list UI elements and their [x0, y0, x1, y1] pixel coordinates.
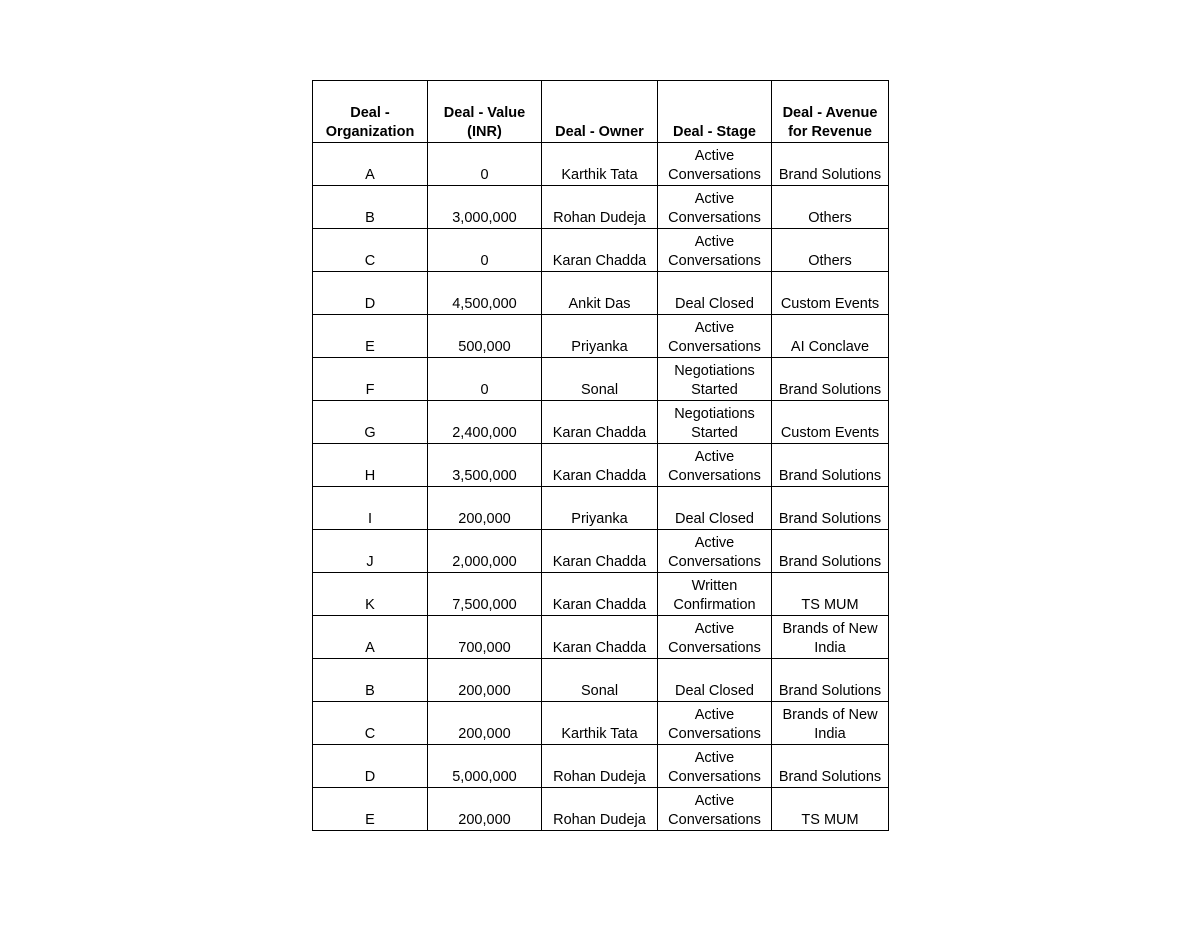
cell-stage: Active Conversations [658, 444, 772, 487]
table-row [313, 358, 889, 401]
cell-stage: Active Conversations [658, 530, 772, 573]
cell-value: 2,400,000 [428, 401, 542, 444]
cell-value: 700,000 [428, 616, 542, 659]
cell-revenue-avenue: Brands of New India [772, 702, 889, 745]
cell-organization: E [313, 788, 428, 831]
table-row [313, 745, 889, 788]
cell-owner: Ankit Das [542, 272, 658, 315]
cell-revenue-avenue: Custom Events [772, 401, 889, 444]
table-row [313, 616, 889, 659]
header-owner: Deal - Owner [542, 81, 658, 143]
cell-organization: G [313, 401, 428, 444]
table-row [313, 788, 889, 831]
cell-stage: Deal Closed [658, 659, 772, 702]
table-row [313, 272, 889, 315]
table-row [313, 315, 889, 358]
cell-owner: Karan Chadda [542, 229, 658, 272]
cell-revenue-avenue: Brand Solutions [772, 530, 889, 573]
cell-revenue-avenue: Brands of New India [772, 616, 889, 659]
cell-owner: Karan Chadda [542, 616, 658, 659]
cell-organization: A [313, 616, 428, 659]
cell-value: 200,000 [428, 788, 542, 831]
table-body [313, 143, 889, 831]
cell-value: 0 [428, 143, 542, 186]
table-row [313, 444, 889, 487]
cell-organization: H [313, 444, 428, 487]
cell-owner: Sonal [542, 659, 658, 702]
cell-owner: Priyanka [542, 487, 658, 530]
cell-value: 4,500,000 [428, 272, 542, 315]
cell-value: 200,000 [428, 487, 542, 530]
spreadsheet-area [312, 80, 889, 831]
cell-stage: Active Conversations [658, 702, 772, 745]
cell-revenue-avenue: Brand Solutions [772, 358, 889, 401]
cell-stage: Active Conversations [658, 788, 772, 831]
cell-organization: A [313, 143, 428, 186]
header-stage: Deal - Stage [658, 81, 772, 143]
cell-stage: Negotiations Started [658, 401, 772, 444]
cell-revenue-avenue: Brand Solutions [772, 487, 889, 530]
table-row [313, 229, 889, 272]
table-row [313, 659, 889, 702]
cell-stage: Deal Closed [658, 272, 772, 315]
cell-owner: Karan Chadda [542, 530, 658, 573]
cell-owner: Karthik Tata [542, 702, 658, 745]
table-row [313, 143, 889, 186]
cell-organization: I [313, 487, 428, 530]
cell-owner: Karan Chadda [542, 444, 658, 487]
cell-organization: D [313, 745, 428, 788]
cell-value: 0 [428, 229, 542, 272]
header-organization: Deal - Organization [313, 81, 428, 143]
cell-stage: Written Confirmation [658, 573, 772, 616]
cell-value: 2,000,000 [428, 530, 542, 573]
cell-owner: Rohan Dudeja [542, 745, 658, 788]
cell-revenue-avenue: Others [772, 186, 889, 229]
table-row [313, 530, 889, 573]
cell-stage: Active Conversations [658, 745, 772, 788]
cell-value: 200,000 [428, 659, 542, 702]
cell-revenue-avenue: AI Conclave [772, 315, 889, 358]
cell-organization: C [313, 702, 428, 745]
cell-owner: Priyanka [542, 315, 658, 358]
table-row [313, 702, 889, 745]
cell-value: 0 [428, 358, 542, 401]
cell-organization: B [313, 659, 428, 702]
cell-stage: Deal Closed [658, 487, 772, 530]
header-row [313, 81, 889, 143]
cell-value: 3,000,000 [428, 186, 542, 229]
header-revenue-avenue: Deal - Avenue for Revenue [772, 81, 889, 143]
cell-revenue-avenue: Brand Solutions [772, 659, 889, 702]
cell-revenue-avenue: Brand Solutions [772, 444, 889, 487]
cell-owner: Rohan Dudeja [542, 788, 658, 831]
cell-organization: C [313, 229, 428, 272]
cell-owner: Karan Chadda [542, 401, 658, 444]
cell-stage: Active Conversations [658, 186, 772, 229]
cell-value: 500,000 [428, 315, 542, 358]
cell-value: 3,500,000 [428, 444, 542, 487]
table-row [313, 487, 889, 530]
cell-owner: Karan Chadda [542, 573, 658, 616]
table-row [313, 401, 889, 444]
cell-stage: Active Conversations [658, 143, 772, 186]
cell-value: 7,500,000 [428, 573, 542, 616]
cell-revenue-avenue: Custom Events [772, 272, 889, 315]
cell-revenue-avenue: Others [772, 229, 889, 272]
deals-table [312, 80, 889, 831]
cell-value: 5,000,000 [428, 745, 542, 788]
cell-organization: E [313, 315, 428, 358]
cell-stage: Negotiations Started [658, 358, 772, 401]
header-value: Deal - Value (INR) [428, 81, 542, 143]
table-row [313, 186, 889, 229]
cell-stage: Active Conversations [658, 616, 772, 659]
cell-organization: B [313, 186, 428, 229]
table-row [313, 573, 889, 616]
cell-stage: Active Conversations [658, 315, 772, 358]
cell-organization: J [313, 530, 428, 573]
cell-revenue-avenue: TS MUM [772, 788, 889, 831]
cell-revenue-avenue: Brand Solutions [772, 143, 889, 186]
cell-owner: Rohan Dudeja [542, 186, 658, 229]
cell-owner: Karthik Tata [542, 143, 658, 186]
cell-value: 200,000 [428, 702, 542, 745]
cell-organization: K [313, 573, 428, 616]
cell-owner: Sonal [542, 358, 658, 401]
cell-revenue-avenue: TS MUM [772, 573, 889, 616]
table-header [313, 81, 889, 143]
cell-organization: F [313, 358, 428, 401]
cell-organization: D [313, 272, 428, 315]
cell-stage: Active Conversations [658, 229, 772, 272]
cell-revenue-avenue: Brand Solutions [772, 745, 889, 788]
